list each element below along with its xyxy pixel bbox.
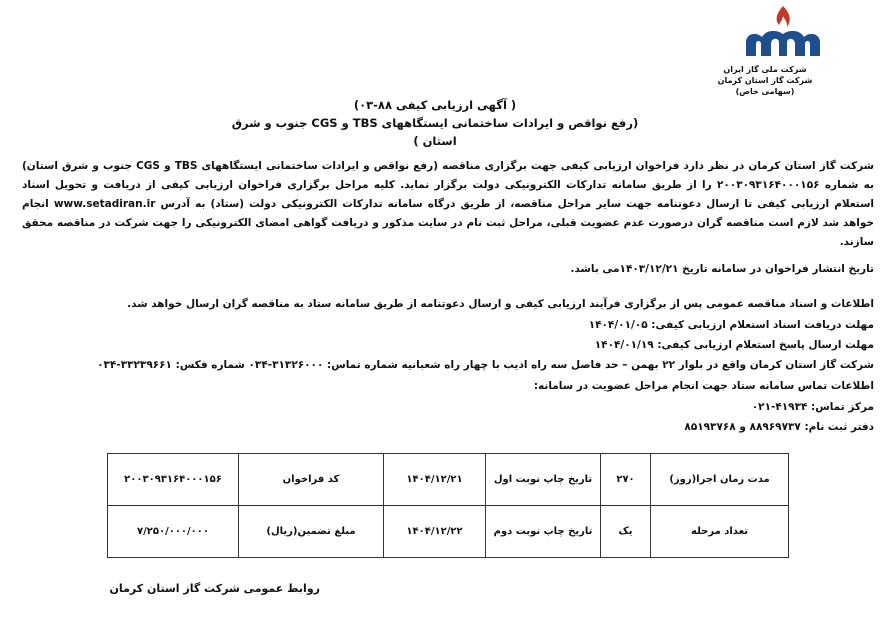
registration-office: دفتر ثبت نام: ۸۸۹۶۹۷۳۷ و ۸۵۱۹۳۷۶۸ bbox=[684, 421, 874, 433]
org-line-3: (سهامی خاص) bbox=[735, 87, 795, 96]
contact-center: مرکز تماس: ۴۱۹۳۴-۰۲۱ bbox=[751, 401, 874, 413]
tender-info-table bbox=[107, 453, 789, 558]
notice-title bbox=[220, 96, 650, 150]
intro-paragraph: شرکت گاز استان کرمان در نظر دارد فراخوان ارزیابی کیفی جهت برگزاری مناقصه (رفع نواقص و ایرادات ساختمانی ایستگاههای TBS و CGS جنوب و شرق استان) به شماره ۲۰۰۳۰۹۳۱۶۴۰۰۰۱۵۶ را از طریق سامانه تدارکات الکترونیکی دولت برگزار نماید. کلیه مراحل برگزاری فراخوان ارزیابی کیفی از دریافت و تحویل اسناد استعلام ارزیابی کیفی تا ارسال دعوتنامه جهت سایر مراحل مناقصه، از طریق درگاه سامانه تدارکات الکترونیکی دولت (ستاد) به آدرس www.setadiran.ir انجام خواهد شد لازم است مناقصه گران درصورت عدم عضویت قبلی، مراحل ثبت نام در سایت مذکور و دریافت گواهی امضای الکترونیکی را جهت شرکت در مناقصه محقق سازند. bbox=[22, 160, 874, 248]
table-row bbox=[108, 454, 789, 506]
table-cell: ۱۴۰۴/۱۲/۲۱ bbox=[384, 454, 486, 506]
company-name-block bbox=[700, 64, 830, 97]
notice-body bbox=[22, 157, 874, 252]
title-line-2: (رفع نواقص و ایرادات ساختمانی ایستگاههای TBS و CGS جنوب و شرق استان ) bbox=[231, 116, 639, 148]
table-cell: ۷/۲۵۰/۰۰۰/۰۰۰ bbox=[108, 506, 239, 558]
table-cell: ۲۷۰ bbox=[601, 454, 651, 506]
public-relations-signature: روابط عمومی شرکت گاز استان کرمان bbox=[109, 582, 320, 595]
table-cell: تاریخ چاپ نوبت اول bbox=[486, 454, 601, 506]
logo-emblem bbox=[746, 31, 820, 56]
title-line-1: ( آگهی ارزیابی کیفی ۸۸-۰۳) bbox=[353, 98, 517, 112]
info-line: اطلاعات و اسناد مناقصه عمومی پس از برگزاری فرآیند ارزیابی کیفی و ارسال دعوتنامه از طریق سامانه ستاد به مناقصه گران ارسال خواهد شد. bbox=[127, 298, 874, 310]
table-cell: یک bbox=[601, 506, 651, 558]
table-cell: ۱۴۰۴/۱۲/۲۲ bbox=[384, 506, 486, 558]
contact-heading: اطلاعات تماس سامانه ستاد جهت انجام مراحل عضویت در سامانه: bbox=[533, 380, 874, 392]
table-cell: مدت زمان اجرا(روز) bbox=[651, 454, 789, 506]
table-cell: ۲۰۰۳۰۹۳۱۶۴۰۰۰۱۵۶ bbox=[108, 454, 239, 506]
response-deadline: مهلت ارسال پاسخ استعلام ارزیابی کیفی: ۱۴۰۴/۰۱/۱۹ bbox=[594, 339, 874, 351]
nigc-logo bbox=[738, 4, 828, 62]
table-row bbox=[108, 506, 789, 558]
table-cell: تاریخ چاپ نوبت دوم bbox=[486, 506, 601, 558]
address-line: شرکت گاز استان کرمان واقع در بلوار ۲۲ بهمن – حد فاصل سه راه ادیب با چهار راه شعبانیه شماره تماس: ۳۱۳۲۶۰۰۰-۰۳۴ شماره فکس: ۳۳۲۳۹۶۶۱-۰۳۴ bbox=[97, 359, 874, 371]
publish-date: تاریخ انتشار فراخوان در سامانه تاریخ ۱۴۰۳/۱۲/۲۱می باشد. bbox=[570, 263, 874, 275]
table-cell: مبلغ تضمین(ریال) bbox=[239, 506, 384, 558]
org-line-1: شرکت ملی گاز ایران bbox=[723, 65, 807, 74]
org-line-2: شرکت گاز استان کرمان bbox=[717, 76, 813, 85]
table-cell: تعداد مرحله bbox=[651, 506, 789, 558]
table-cell: کد فراخوان bbox=[239, 454, 384, 506]
receive-deadline: مهلت دریافت اسناد استعلام ارزیابی کیفی: ۱۴۰۴/۰۱/۰۵ bbox=[588, 319, 874, 331]
